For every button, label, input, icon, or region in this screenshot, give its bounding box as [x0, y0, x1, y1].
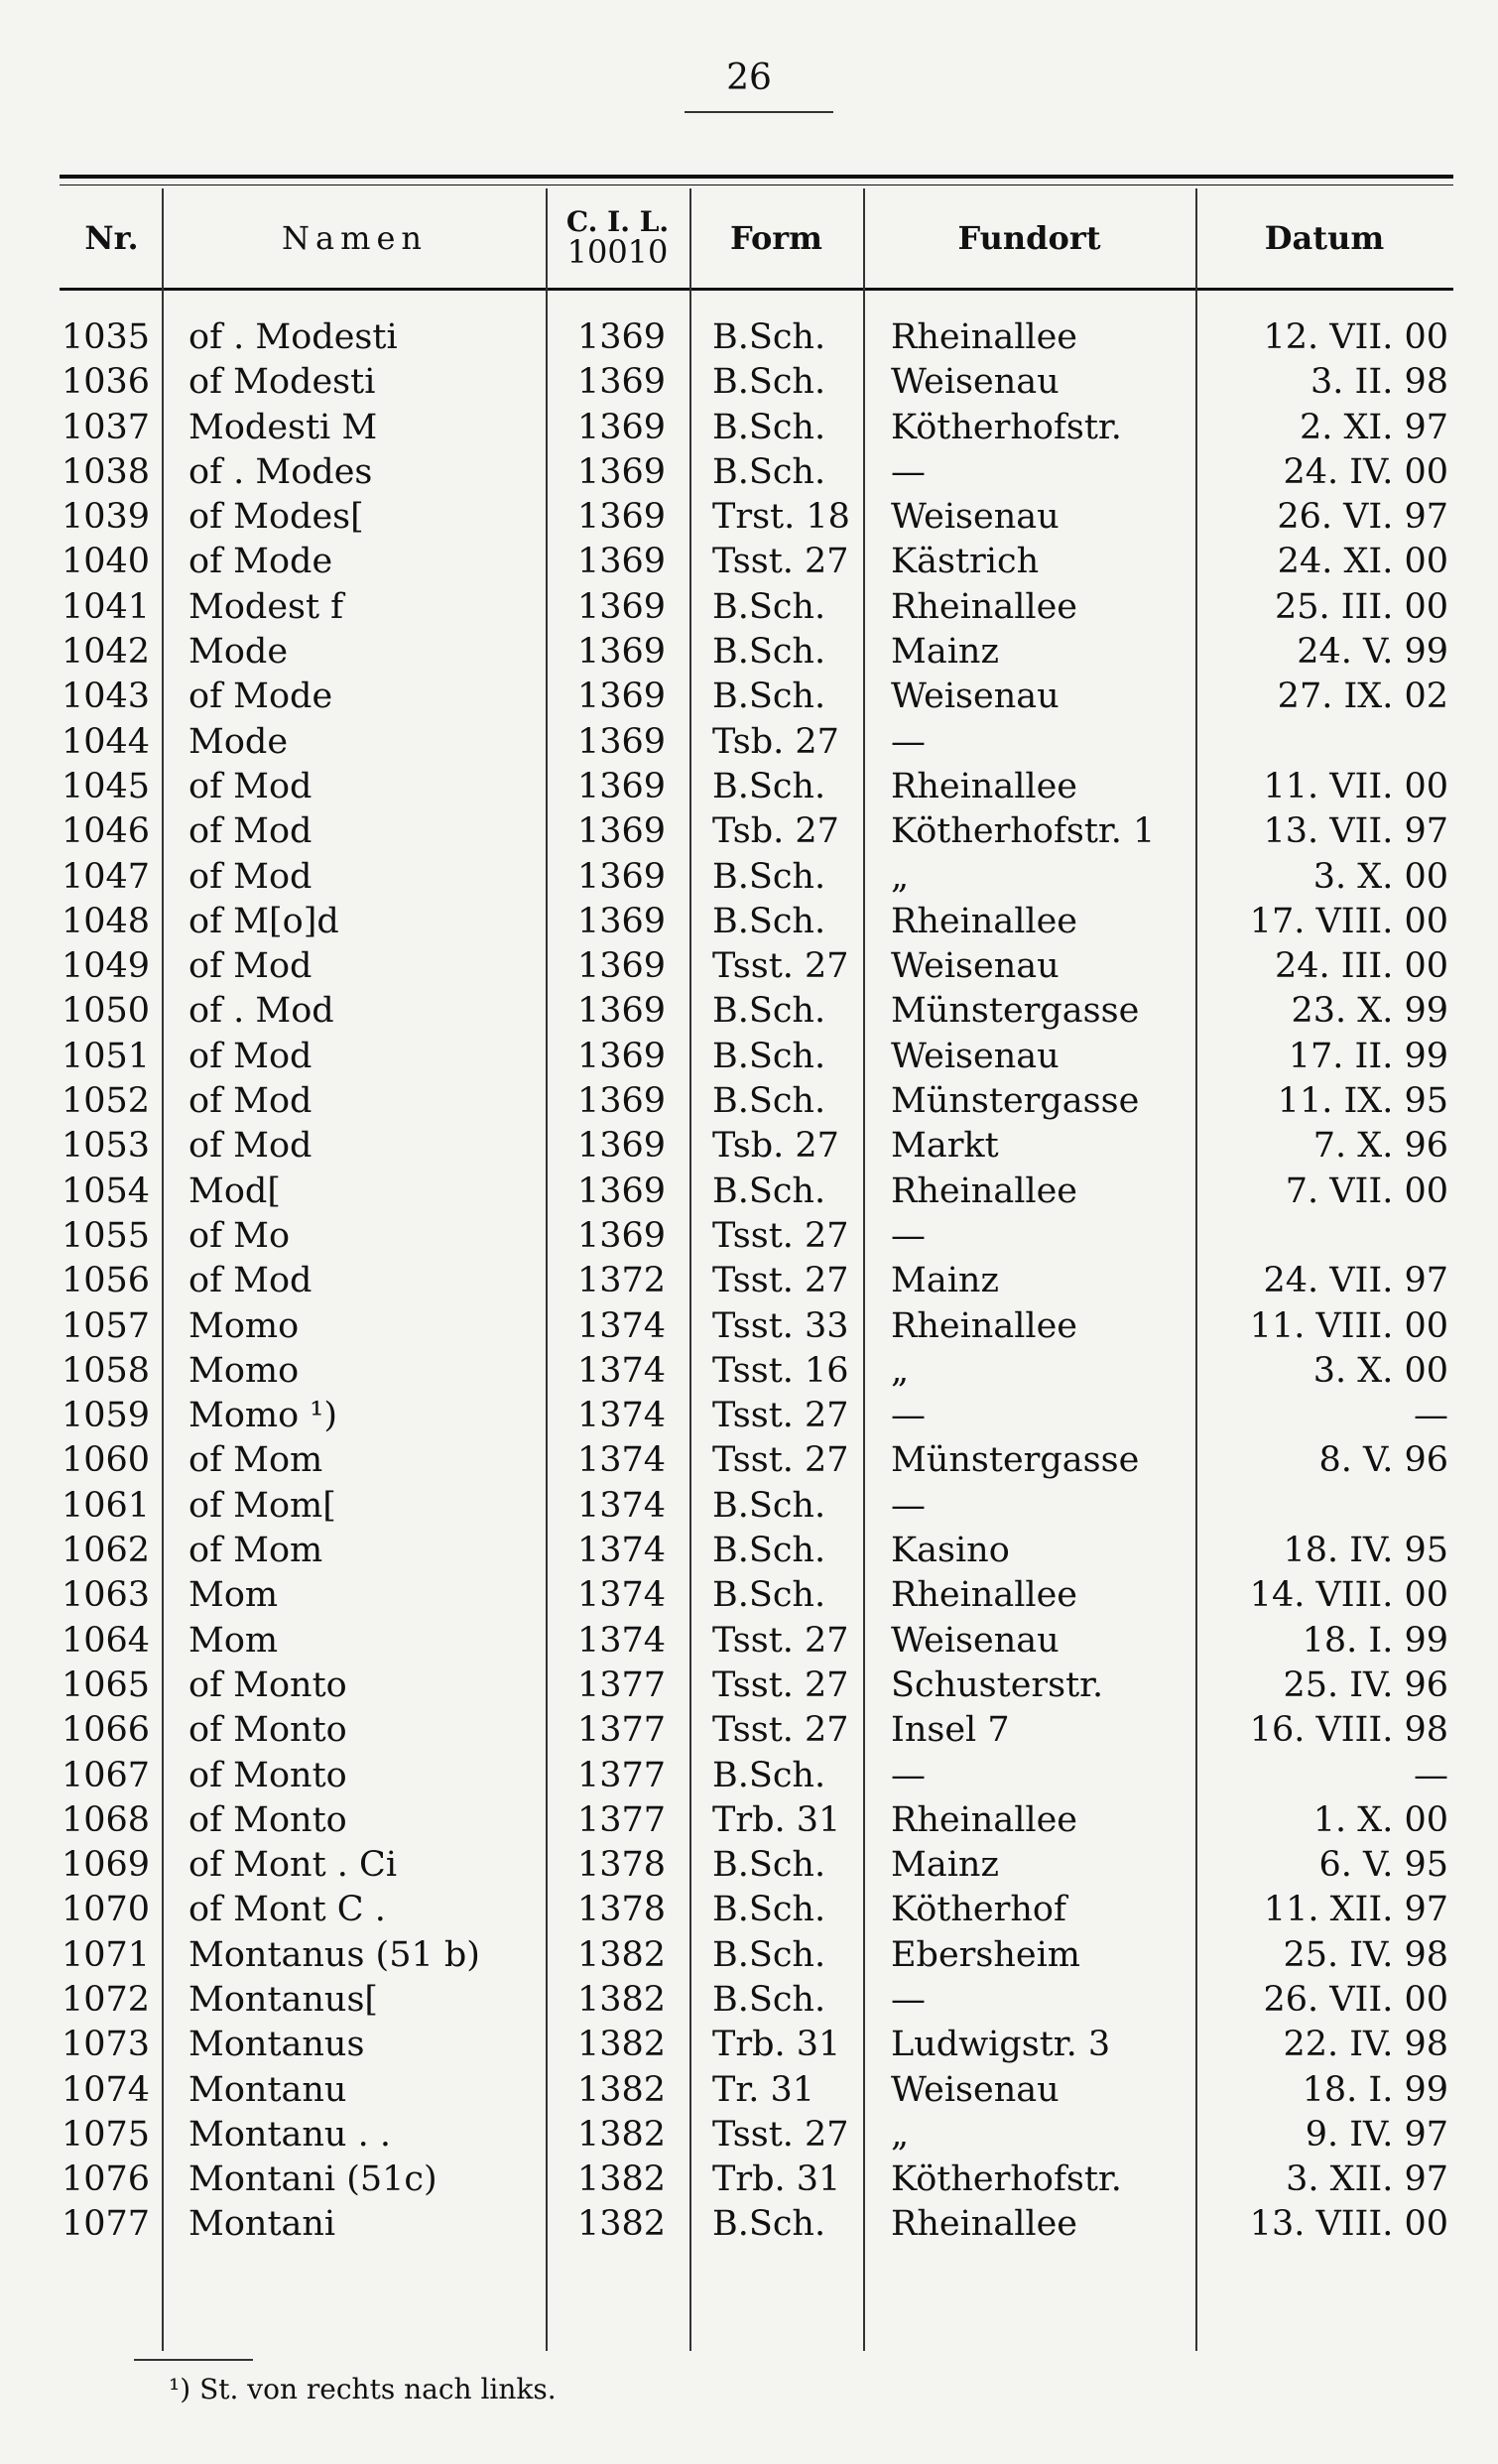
row-name: of Mod [188, 856, 312, 897]
row-fundort: — [891, 1396, 926, 1436]
row-name: of . Mod [188, 991, 334, 1032]
row-cil: 1372 [577, 1261, 667, 1301]
row-name: of Mode [188, 542, 333, 582]
row-name: of . Modesti [188, 317, 398, 357]
row-cil: 1369 [577, 451, 667, 492]
row-datum: 25. III. 00 [1274, 586, 1448, 627]
header-fundort: Fundort [957, 219, 1101, 257]
row-datum: 11. XII. 97 [1263, 1890, 1448, 1930]
header-datum: Datum [1264, 219, 1385, 257]
header-cil-line2: 10010 [566, 232, 669, 271]
row-nr: 1044 [62, 721, 151, 762]
row-name: of Monto [188, 1710, 347, 1751]
row-nr: 1053 [62, 1126, 151, 1167]
row-fundort: — [891, 1485, 926, 1526]
row-fundort: Weisenau [891, 1620, 1060, 1661]
row-nr: 1042 [62, 632, 151, 673]
row-fundort: Münstergasse [891, 1440, 1140, 1481]
row-datum: 13. VII. 97 [1263, 811, 1448, 852]
row-datum: 11. VII. 00 [1263, 766, 1448, 806]
row-form: Tsst. 27 [712, 1620, 849, 1661]
row-fundort: Rheinallee [891, 586, 1078, 627]
row-fundort: — [891, 1215, 926, 1256]
row-fundort: Mainz [891, 632, 999, 673]
row-form: B.Sch. [712, 1531, 826, 1571]
row-fundort: Kötherhof [891, 1890, 1066, 1930]
row-nr: 1043 [62, 677, 151, 717]
row-form: Trb. 31 [712, 1799, 841, 1840]
header-nr: Nr. [84, 219, 139, 257]
row-form: B.Sch. [712, 1575, 826, 1616]
row-nr: 1073 [62, 2025, 151, 2065]
row-form: Tsb. 27 [712, 811, 839, 852]
row-nr: 1074 [62, 2069, 151, 2110]
header-bottom-rule [60, 288, 1453, 291]
row-datum: 9. IV. 97 [1305, 2114, 1448, 2155]
row-nr: 1038 [62, 451, 151, 492]
row-datum: 22. IV. 98 [1283, 2025, 1448, 2065]
column-divider [863, 188, 865, 2351]
row-cil: 1377 [577, 1710, 667, 1751]
row-fundort: Rheinallee [891, 1170, 1078, 1211]
row-datum: 23. X. 99 [1291, 991, 1448, 1032]
row-cil: 1382 [577, 2204, 667, 2245]
row-cil: 1369 [577, 407, 667, 447]
row-form: B.Sch. [712, 407, 826, 447]
row-cil: 1377 [577, 1755, 667, 1795]
row-cil: 1369 [577, 1215, 667, 1256]
row-fundort: Kötherhofstr. [891, 407, 1122, 447]
row-fundort: Kötherhofstr. 1 [891, 811, 1156, 852]
header-cil [546, 188, 689, 288]
row-form: Tsst. 16 [712, 1350, 849, 1391]
row-form: B.Sch. [712, 2204, 826, 2245]
row-datum: 18. I. 99 [1302, 1620, 1448, 1661]
row-nr: 1064 [62, 1620, 151, 1661]
row-datum: 14. VIII. 00 [1249, 1575, 1448, 1616]
row-nr: 1051 [62, 1036, 151, 1076]
row-nr: 1036 [62, 362, 151, 403]
row-form: B.Sch. [712, 1081, 826, 1122]
row-name: Montanus (51 b) [188, 1934, 480, 1975]
row-datum: 13. VIII. 00 [1249, 2204, 1448, 2245]
row-form: B.Sch. [712, 1890, 826, 1930]
row-nr: 1054 [62, 1170, 151, 1211]
row-nr: 1058 [62, 1350, 151, 1391]
column-divider [162, 188, 164, 2351]
row-nr: 1063 [62, 1575, 151, 1616]
row-form: Tsst. 33 [712, 1305, 849, 1346]
row-fundort: Münstergasse [891, 991, 1140, 1032]
row-name: of Mod [188, 766, 312, 806]
row-form: Tsst. 27 [712, 1664, 849, 1705]
row-fundort: Kötherhofstr. [891, 2159, 1122, 2200]
row-name: of Modesti [188, 362, 376, 403]
row-nr: 1039 [62, 497, 151, 538]
row-fundort: Rheinallee [891, 1575, 1078, 1616]
row-nr: 1068 [62, 1799, 151, 1840]
row-cil: 1382 [577, 2069, 667, 2110]
row-fundort: „ [891, 1350, 910, 1391]
row-datum: 3. X. 00 [1312, 856, 1448, 897]
row-name: of Mod [188, 1081, 312, 1122]
row-fundort: „ [891, 2114, 910, 2155]
row-name: of Mom[ [188, 1485, 336, 1526]
row-datum: 18. I. 99 [1302, 2069, 1448, 2110]
row-datum: 24. VII. 97 [1263, 1261, 1448, 1301]
row-fundort: — [891, 1755, 926, 1795]
row-datum: 6. V. 95 [1318, 1845, 1448, 1886]
row-datum: — [1414, 1755, 1448, 1795]
row-nr: 1062 [62, 1531, 151, 1571]
row-name: of Mont C . [188, 1890, 386, 1930]
header-name: Namen [282, 219, 428, 257]
row-nr: 1048 [62, 901, 151, 941]
row-name: of Monto [188, 1755, 347, 1795]
row-datum: 24. IV. 00 [1283, 451, 1448, 492]
row-nr: 1040 [62, 542, 151, 582]
row-fundort: Kasino [891, 1531, 1010, 1571]
row-fundort: Rheinallee [891, 2204, 1078, 2245]
row-name: of Modes[ [188, 497, 364, 538]
row-nr: 1070 [62, 1890, 151, 1930]
row-form: Trb. 31 [712, 2025, 841, 2065]
row-nr: 1037 [62, 407, 151, 447]
row-datum: 16. VIII. 98 [1249, 1710, 1448, 1751]
footnote-marker: ¹) [169, 2373, 191, 2405]
row-cil: 1369 [577, 362, 667, 403]
row-datum: 27. IX. 02 [1277, 677, 1448, 717]
row-name: Montanu . . [188, 2114, 391, 2155]
row-fundort: Rheinallee [891, 1305, 1078, 1346]
row-cil: 1382 [577, 2025, 667, 2065]
row-form: B.Sch. [712, 317, 826, 357]
row-form: Tsst. 27 [712, 1215, 849, 1256]
row-fundort: — [891, 451, 926, 492]
row-datum: 25. IV. 96 [1283, 1664, 1448, 1705]
row-nr: 1059 [62, 1396, 151, 1436]
row-datum: 2. XI. 97 [1299, 407, 1448, 447]
row-fundort: Weisenau [891, 677, 1060, 717]
row-fundort: — [891, 1979, 926, 2020]
row-cil: 1369 [577, 1036, 667, 1076]
row-fundort: Mainz [891, 1261, 999, 1301]
row-nr: 1041 [62, 586, 151, 627]
row-datum: 25. IV. 98 [1283, 1934, 1448, 1975]
row-nr: 1045 [62, 766, 151, 806]
page-number: 26 [726, 58, 772, 98]
row-datum: 26. VII. 00 [1263, 1979, 1448, 2020]
row-form: Tsst. 27 [712, 2114, 849, 2155]
row-form: Tsst. 27 [712, 542, 849, 582]
row-cil: 1374 [577, 1350, 667, 1391]
row-nr: 1047 [62, 856, 151, 897]
row-datum: — [1414, 1396, 1448, 1436]
row-fundort: Weisenau [891, 497, 1060, 538]
row-datum: 24. III. 00 [1274, 946, 1448, 987]
header-cil-line1: C. I. L. [565, 204, 670, 238]
row-nr: 1056 [62, 1261, 151, 1301]
row-name: of Monto [188, 1664, 347, 1705]
footnote [169, 2373, 557, 2405]
row-fundort: Rheinallee [891, 766, 1078, 806]
row-datum: 3. II. 98 [1311, 362, 1448, 403]
row-form: B.Sch. [712, 451, 826, 492]
row-datum: 11. IX. 95 [1277, 1081, 1448, 1122]
row-cil: 1374 [577, 1531, 667, 1571]
row-name: Mod[ [188, 1170, 281, 1211]
row-nr: 1067 [62, 1755, 151, 1795]
row-nr: 1061 [62, 1485, 151, 1526]
row-form: B.Sch. [712, 362, 826, 403]
row-nr: 1072 [62, 1979, 151, 2020]
row-form: B.Sch. [712, 1934, 826, 1975]
row-cil: 1369 [577, 991, 667, 1032]
row-name: of Monto [188, 1799, 347, 1840]
row-datum: 1. X. 00 [1312, 1799, 1448, 1840]
row-cil: 1369 [577, 1170, 667, 1211]
row-name: Montani [188, 2204, 336, 2245]
row-name: of Mom [188, 1531, 323, 1571]
row-cil: 1369 [577, 721, 667, 762]
row-cil: 1369 [577, 317, 667, 357]
row-form: B.Sch. [712, 1170, 826, 1211]
row-fundort: Rheinallee [891, 317, 1078, 357]
row-nr: 1046 [62, 811, 151, 852]
footnote-text: St. von rechts nach links. [199, 2373, 557, 2405]
row-name: Montanu [188, 2069, 347, 2110]
row-datum: 8. V. 96 [1318, 1440, 1448, 1481]
row-nr: 1060 [62, 1440, 151, 1481]
row-datum: 26. VI. 97 [1277, 497, 1448, 538]
row-form: Tsst. 27 [712, 1261, 849, 1301]
row-nr: 1075 [62, 2114, 151, 2155]
row-name: of Mod [188, 946, 312, 987]
column-divider [689, 188, 691, 2351]
column-divider [1195, 188, 1197, 2351]
row-cil: 1382 [577, 2159, 667, 2200]
row-nr: 1035 [62, 317, 151, 357]
row-datum: 24. XI. 00 [1277, 542, 1448, 582]
row-nr: 1049 [62, 946, 151, 987]
row-fundort: — [891, 721, 926, 762]
row-datum: 3. XII. 97 [1286, 2159, 1448, 2200]
row-name: Mom [188, 1575, 279, 1616]
row-name: Modest f [188, 586, 344, 627]
row-form: Trst. 18 [712, 497, 850, 538]
row-form: B.Sch. [712, 1979, 826, 2020]
row-cil: 1369 [577, 901, 667, 941]
row-name: of Mod [188, 1126, 312, 1167]
row-cil: 1378 [577, 1845, 667, 1886]
row-datum: 11. VIII. 00 [1249, 1305, 1448, 1346]
row-name: of Mo [188, 1215, 291, 1256]
row-form: Tsst. 27 [712, 946, 849, 987]
row-datum: 3. X. 00 [1312, 1350, 1448, 1391]
row-form: Trb. 31 [712, 2159, 841, 2200]
row-nr: 1077 [62, 2204, 151, 2245]
row-cil: 1378 [577, 1890, 667, 1930]
row-form: B.Sch. [712, 1485, 826, 1526]
row-datum: 24. V. 99 [1297, 632, 1448, 673]
row-cil: 1377 [577, 1664, 667, 1705]
row-fundort: Insel 7 [891, 1710, 1010, 1751]
row-form: B.Sch. [712, 991, 826, 1032]
row-cil: 1374 [577, 1485, 667, 1526]
row-form: B.Sch. [712, 766, 826, 806]
row-nr: 1066 [62, 1710, 151, 1751]
row-datum: 17. II. 99 [1288, 1036, 1448, 1076]
row-form: Tsb. 27 [712, 1126, 839, 1167]
row-name: of Mod [188, 1036, 312, 1076]
row-fundort: Ebersheim [891, 1934, 1080, 1975]
row-cil: 1374 [577, 1620, 667, 1661]
row-form: B.Sch. [712, 586, 826, 627]
row-name: of Mod [188, 811, 312, 852]
row-fundort: Rheinallee [891, 1799, 1078, 1840]
row-fundort: Weisenau [891, 362, 1060, 403]
row-nr: 1065 [62, 1664, 151, 1705]
row-cil: 1374 [577, 1396, 667, 1436]
row-name: of Mont . Ci [188, 1845, 398, 1886]
row-cil: 1374 [577, 1440, 667, 1481]
row-nr: 1071 [62, 1934, 151, 1975]
row-form: B.Sch. [712, 1036, 826, 1076]
row-cil: 1369 [577, 1126, 667, 1167]
footnote-rule [134, 2359, 253, 2361]
row-name: Montani (51c) [188, 2159, 437, 2200]
row-name: of . Modes [188, 451, 373, 492]
row-cil: 1369 [577, 811, 667, 852]
row-form: Tsb. 27 [712, 721, 839, 762]
row-nr: 1076 [62, 2159, 151, 2200]
row-fundort: Rheinallee [891, 901, 1078, 941]
row-name: Montanus[ [188, 1979, 379, 2020]
row-name: Momo [188, 1305, 300, 1346]
row-name: Mode [188, 632, 289, 673]
row-cil: 1369 [577, 632, 667, 673]
row-cil: 1369 [577, 1081, 667, 1122]
row-form: Tsst. 27 [712, 1440, 849, 1481]
row-name: Modesti M [188, 407, 378, 447]
row-form: B.Sch. [712, 1755, 826, 1795]
row-fundort: Münstergasse [891, 1081, 1140, 1122]
row-datum: 18. IV. 95 [1283, 1531, 1448, 1571]
row-fundort: Kästrich [891, 542, 1040, 582]
row-fundort: Weisenau [891, 946, 1060, 987]
row-datum: 17. VIII. 00 [1249, 901, 1448, 941]
row-nr: 1069 [62, 1845, 151, 1886]
row-name: of Mod [188, 1261, 312, 1301]
row-fundort: Markt [891, 1126, 999, 1167]
row-fundort: Weisenau [891, 1036, 1060, 1076]
row-form: Tsst. 27 [712, 1710, 849, 1751]
row-name: Mom [188, 1620, 279, 1661]
row-cil: 1382 [577, 1934, 667, 1975]
row-form: B.Sch. [712, 632, 826, 673]
row-name: Montanus [188, 2025, 365, 2065]
row-form: B.Sch. [712, 677, 826, 717]
row-name: of Mom [188, 1440, 323, 1481]
row-cil: 1369 [577, 766, 667, 806]
row-name: of Mode [188, 677, 333, 717]
row-nr: 1055 [62, 1215, 151, 1256]
row-fundort: Schusterstr. [891, 1664, 1104, 1705]
row-cil: 1369 [577, 586, 667, 627]
row-name: Momo [188, 1350, 300, 1391]
row-nr: 1050 [62, 991, 151, 1032]
row-cil: 1374 [577, 1305, 667, 1346]
column-divider [546, 188, 548, 2351]
row-cil: 1369 [577, 497, 667, 538]
row-datum: 7. VII. 00 [1285, 1170, 1448, 1211]
row-form: Tsst. 27 [712, 1396, 849, 1436]
row-nr: 1057 [62, 1305, 151, 1346]
row-form: B.Sch. [712, 901, 826, 941]
row-cil: 1382 [577, 2114, 667, 2155]
header-form: Form [729, 219, 823, 257]
row-form: B.Sch. [712, 1845, 826, 1886]
page-number-underline [685, 111, 833, 113]
row-cil: 1374 [577, 1575, 667, 1616]
row-form: B.Sch. [712, 856, 826, 897]
table-top-rule [60, 175, 1453, 179]
row-cil: 1369 [577, 856, 667, 897]
row-name: Momo ¹) [188, 1396, 337, 1436]
row-name: Mode [188, 721, 289, 762]
row-form: Tr. 31 [712, 2069, 815, 2110]
row-cil: 1382 [577, 1979, 667, 2020]
row-fundort: Ludwigstr. 3 [891, 2025, 1111, 2065]
row-cil: 1369 [577, 677, 667, 717]
row-datum: 7. X. 96 [1312, 1126, 1448, 1167]
row-fundort: Mainz [891, 1845, 999, 1886]
row-cil: 1369 [577, 542, 667, 582]
row-fundort: „ [891, 856, 910, 897]
row-nr: 1052 [62, 1081, 151, 1122]
row-fundort: Weisenau [891, 2069, 1060, 2110]
row-name: of M[o]d [188, 901, 339, 941]
row-cil: 1369 [577, 946, 667, 987]
row-cil: 1377 [577, 1799, 667, 1840]
row-datum: 12. VII. 00 [1263, 317, 1448, 357]
